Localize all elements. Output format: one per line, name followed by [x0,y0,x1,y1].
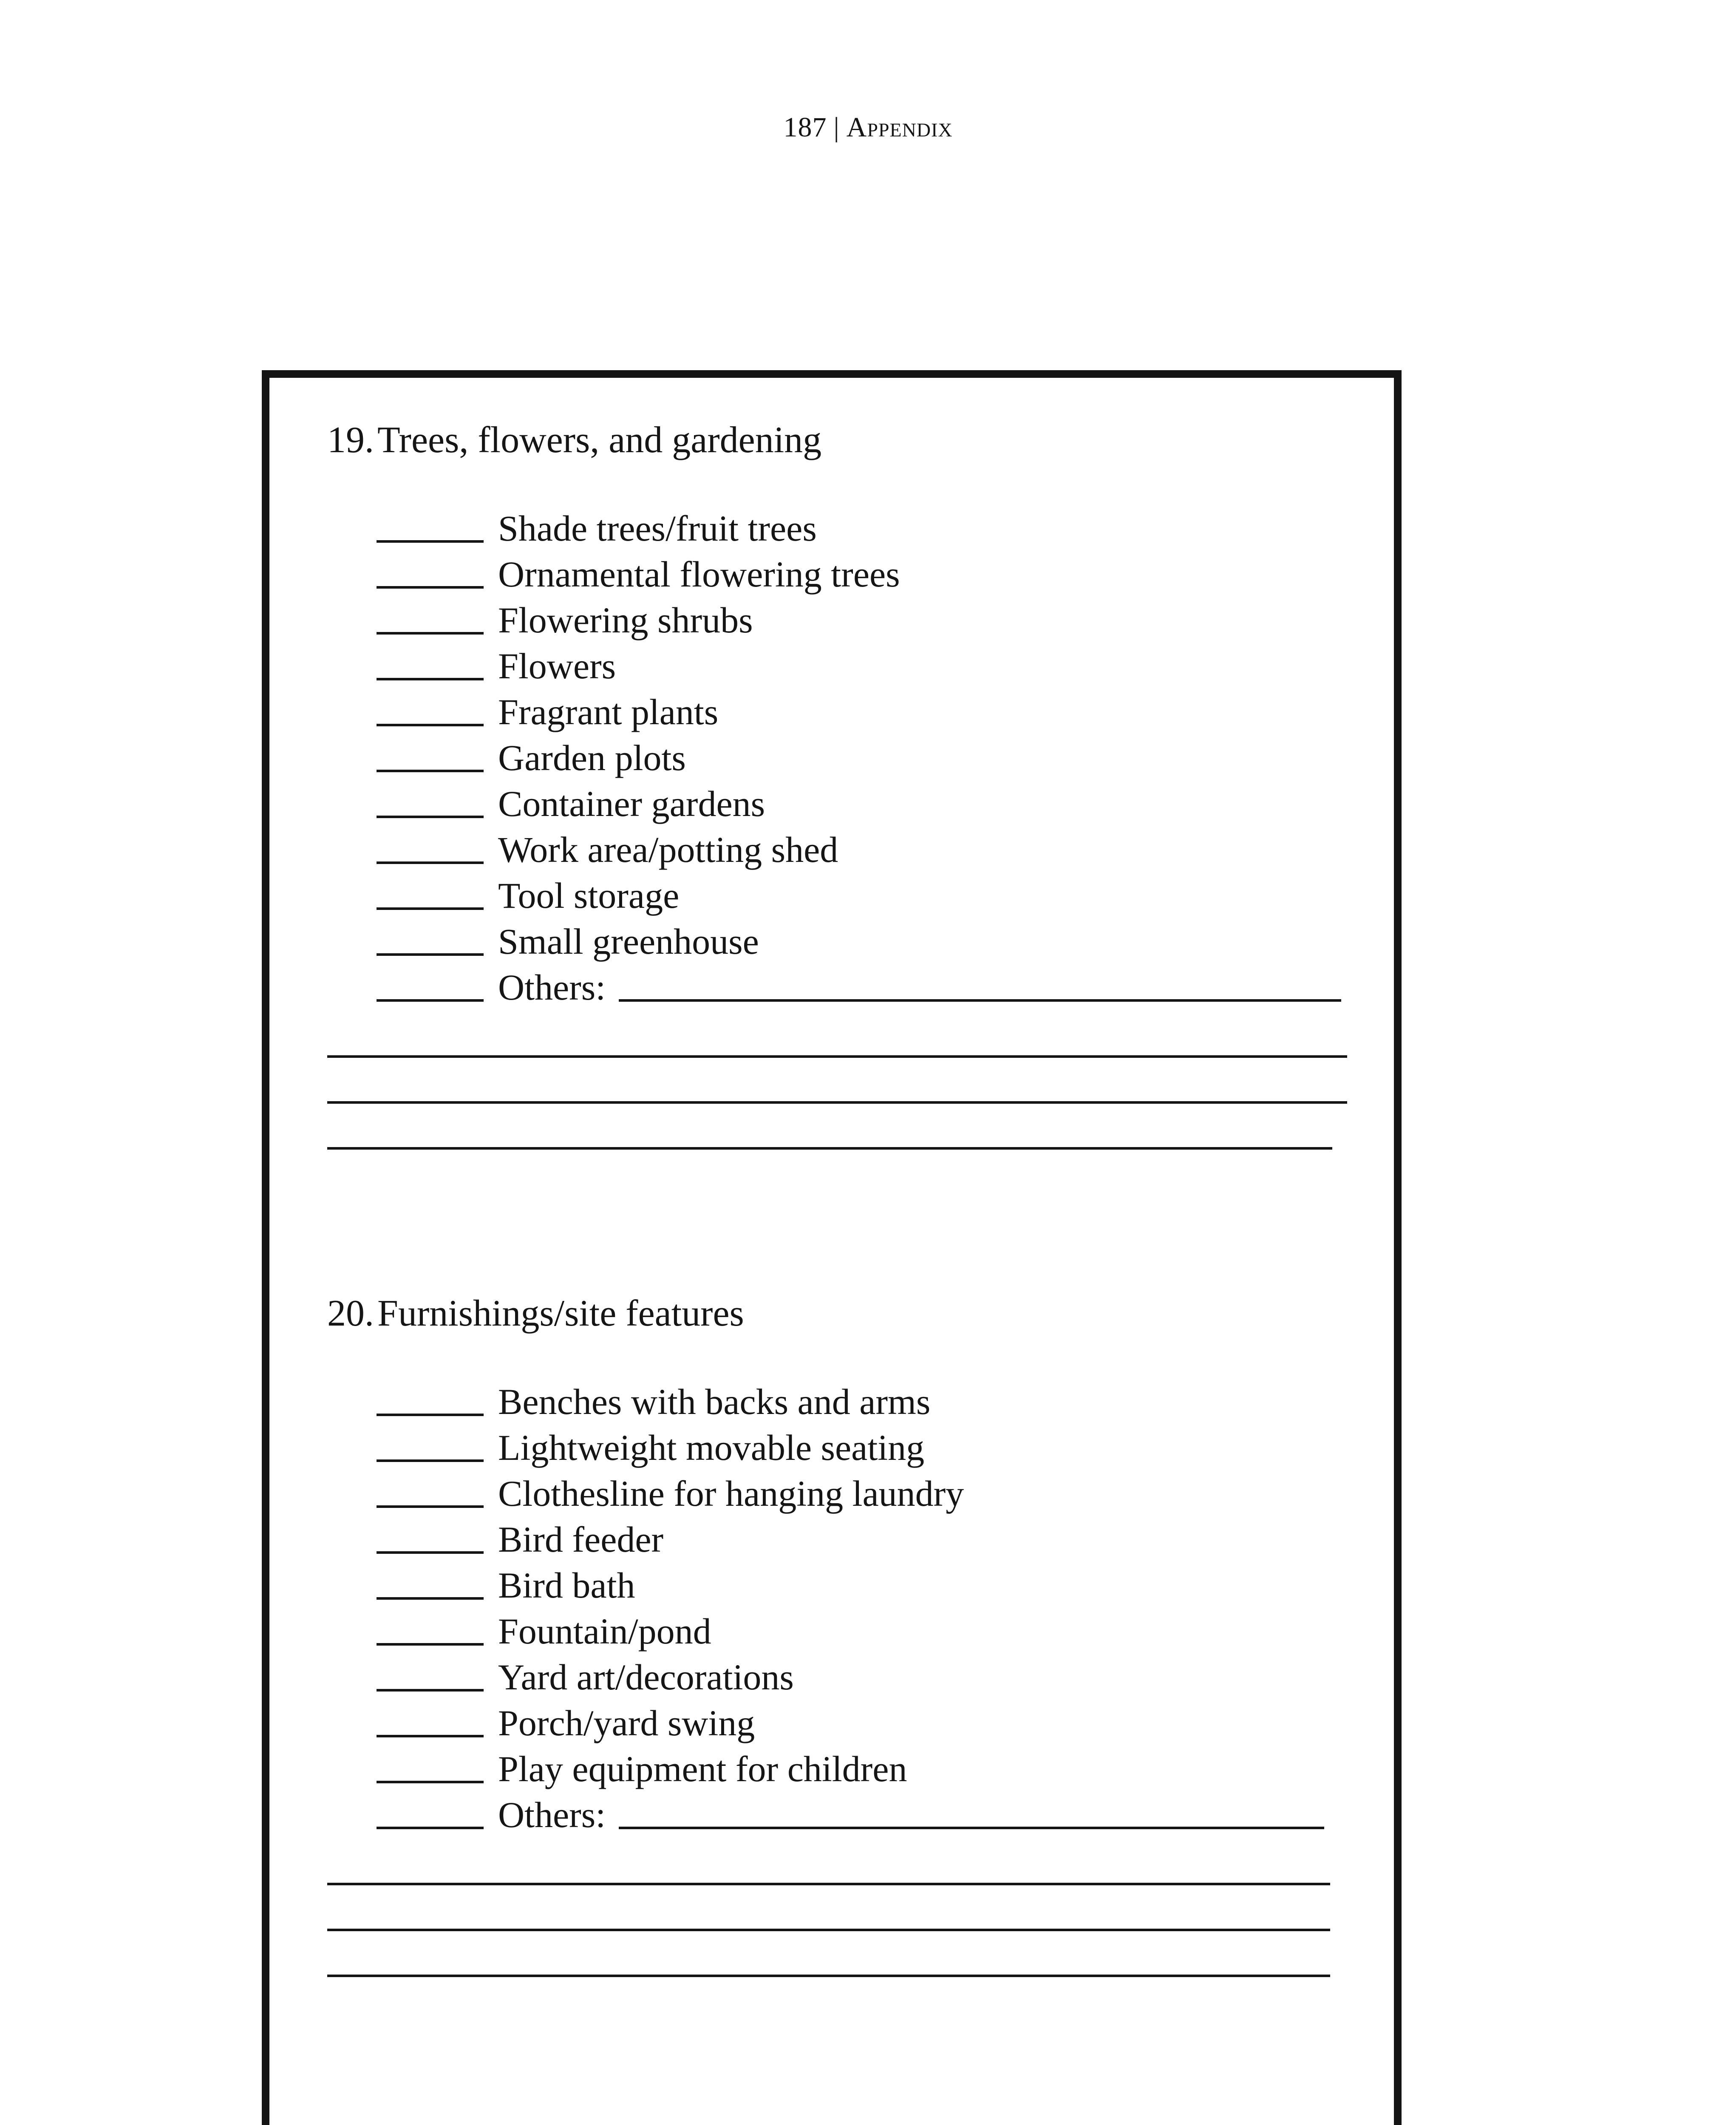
item-label: Garden plots [498,737,686,778]
answer-blank[interactable] [377,678,484,680]
item-label: Fragrant plants [498,691,719,732]
others-label: Others: [498,1794,606,1835]
answer-blank[interactable] [377,861,484,864]
item-label: Porch/yard swing [498,1703,755,1743]
page-number: 187 [783,112,827,143]
answer-blank[interactable] [377,1643,484,1646]
others-label: Others: [498,967,606,1008]
item-label: Fountain/pond [498,1611,711,1652]
others-write-in-line[interactable] [619,1827,1324,1829]
answer-blank[interactable] [377,816,484,818]
answer-blank[interactable] [377,1781,484,1783]
checklist-item [377,1474,1354,1520]
checklist-item [377,646,1354,692]
answer-blank[interactable] [377,540,484,543]
item-label: Flowering shrubs [498,600,753,640]
checklist-item [377,601,1354,646]
answer-blank[interactable] [377,1735,484,1737]
checklist-item [377,1566,1354,1612]
item-label: Bird bath [498,1565,635,1606]
answer-blank[interactable] [377,953,484,956]
checklist-item [377,784,1354,830]
answer-blank[interactable] [377,586,484,589]
answer-blank[interactable] [377,1597,484,1600]
answer-blank[interactable] [377,907,484,910]
item-label: Yard art/decorations [498,1657,794,1697]
write-in-line[interactable] [327,1929,1330,1931]
checklist [377,509,1354,1014]
item-label: Bird feeder [498,1519,664,1560]
item-label: Lightweight movable seating [498,1427,925,1468]
section-19 [327,419,1360,1167]
answer-blank[interactable] [377,1459,484,1462]
checklist-item [377,555,1354,601]
checklist-item [377,738,1354,784]
others-item [377,1795,1354,1841]
answer-blank[interactable] [377,724,484,726]
item-label: Clothesline for hanging laundry [498,1473,964,1514]
answer-blank[interactable] [377,770,484,772]
others-write-in-line[interactable] [619,999,1341,1002]
write-in-line[interactable] [327,1101,1347,1104]
write-in-line[interactable] [327,1883,1330,1885]
answer-blank[interactable] [377,999,484,1002]
write-in-line[interactable] [327,1055,1347,1058]
section-number: 19. [327,419,374,461]
item-label: Ornamental flowering trees [498,554,900,595]
answer-blank[interactable] [377,1414,484,1416]
section-20 [327,1292,1360,2014]
write-in-line[interactable] [327,1975,1330,1977]
item-label: Work area/potting shed [498,829,838,870]
section-heading: Furnishings/site features [377,1293,744,1334]
answer-blank[interactable] [377,1551,484,1554]
answer-blank[interactable] [377,1827,484,1829]
checklist [377,1382,1354,1841]
checklist-item [377,1749,1354,1795]
checklist-item [377,1428,1354,1474]
answer-blank[interactable] [377,1505,484,1508]
checklist-item [377,509,1354,555]
checklist-item [377,1382,1354,1428]
checklist-item [377,876,1354,922]
item-label: Benches with backs and arms [498,1381,931,1422]
item-label: Small greenhouse [498,921,759,962]
header-section: Appendix [846,112,953,143]
item-label: Container gardens [498,783,765,824]
others-item [377,968,1354,1014]
running-head [0,111,1736,144]
checklist-item [377,1658,1354,1703]
item-label: Tool storage [498,875,680,916]
section-title [327,419,821,462]
section-number: 20. [327,1293,374,1334]
answer-blank[interactable] [377,1689,484,1692]
section-heading: Trees, flowers, and gardening [377,419,822,461]
item-label: Play equipment for children [498,1748,907,1789]
answer-blank[interactable] [377,632,484,635]
header-separator: | [833,112,840,143]
checklist-item [377,1612,1354,1658]
checklist-item [377,1703,1354,1749]
checklist-item [377,922,1354,968]
checklist-item [377,830,1354,876]
section-title [327,1292,744,1335]
checklist-item [377,692,1354,738]
item-label: Flowers [498,646,616,686]
item-label: Shade trees/fruit trees [498,508,817,549]
write-in-line[interactable] [327,1147,1332,1150]
checklist-item [377,1520,1354,1566]
